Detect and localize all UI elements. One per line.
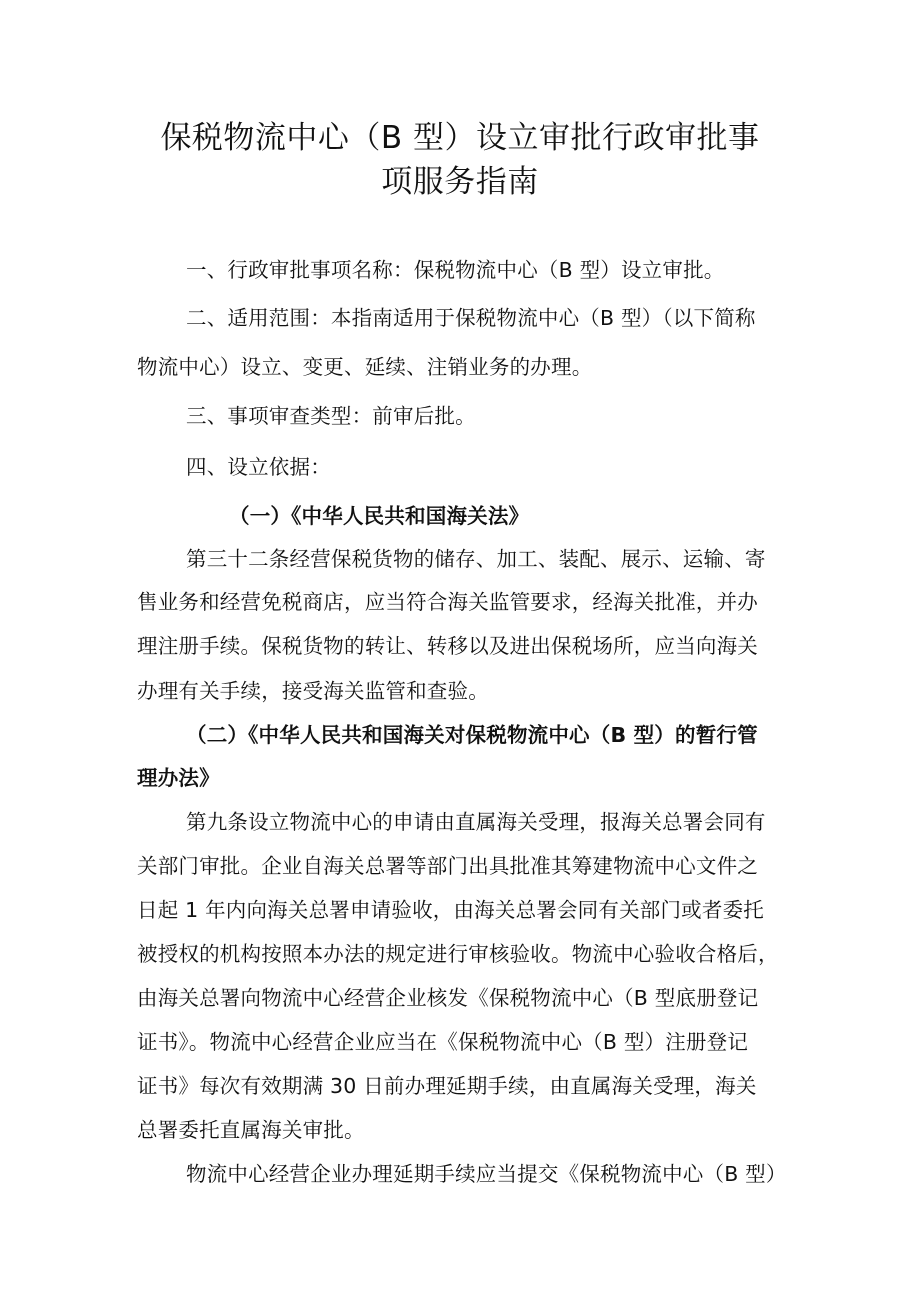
basis-2-paragraph-line-7: 证书》每次有效期满 30 日前办理延期手续，由直属海关受理，海关 [137,1074,757,1098]
basis-2-heading-line-1: （二）《中华人民共和国海关对保税物流中心（B 型）的暂行管 [186,723,758,747]
basis-1-paragraph-line-3: 理注册手续。保税货物的转让、转移以及进出保税场所，应当向海关 [137,634,758,658]
basis-1-paragraph-line-1: 第三十二条经营保税货物的储存、加工、装配、展示、运输、寄 [186,547,766,571]
basis-2-paragraph-line-1: 第九条设立物流中心的申请由直属海关受理，报海关总署会同有 [186,810,766,834]
basis-2-paragraph-line-4: 被授权的机构按照本办法的规定进行审核验收。物流中心验收合格后， [137,942,779,966]
basis-1-paragraph-line-4: 办理有关手续，接受海关监管和查验。 [137,679,489,703]
document-title-line-2: 项服务指南 [381,164,539,200]
basis-2-paragraph-line-2: 关部门审批。企业自海关总署等部门出具批准其筹建物流中心文件之 [137,854,758,878]
basis-1-heading: （一）《中华人民共和国海关法》 [229,504,530,528]
section-1-item-name: 一、行政审批事项名称：保税物流中心（B 型）设立审批。 [186,258,725,282]
section-3-review-type: 三、事项审查类型：前审后批。 [186,404,476,428]
basis-2-paragraph-line-3: 日起 1 年内向海关总署申请验收，由海关总署会同有关部门或者委托 [137,898,764,922]
basis-2-paragraph-line-6: 证书》。物流中心经营企业应当在《保税物流中心（B 型）注册登记 [137,1030,749,1054]
basis-2-paragraph-line-8: 总署委托直属海关审批。 [137,1118,365,1142]
basis-2-paragraph-line-5: 由海关总署向物流中心经营企业核发《保税物流中心（B 型底册登记 [137,986,759,1010]
section-2-scope-line-1: 二、适用范围：本指南适用于保税物流中心（B 型）（以下简称 [186,306,756,330]
extension-paragraph-line-1: 物流中心经营企业办理延期手续应当提交《保税物流中心（B 型） [186,1162,787,1186]
section-2-scope-line-2: 物流中心）设立、变更、延续、注销业务的办理。 [137,355,593,379]
basis-2-heading-line-2: 理办法》 [137,766,220,790]
basis-1-paragraph-line-2: 售业务和经营免税商店，应当符合海关监管要求，经海关批准，并办 [137,590,758,614]
document-title-line-1: 保税物流中心（B 型）设立审批行政审批事 [160,120,760,156]
section-4-basis-heading: 四、设立依据： [186,455,331,479]
